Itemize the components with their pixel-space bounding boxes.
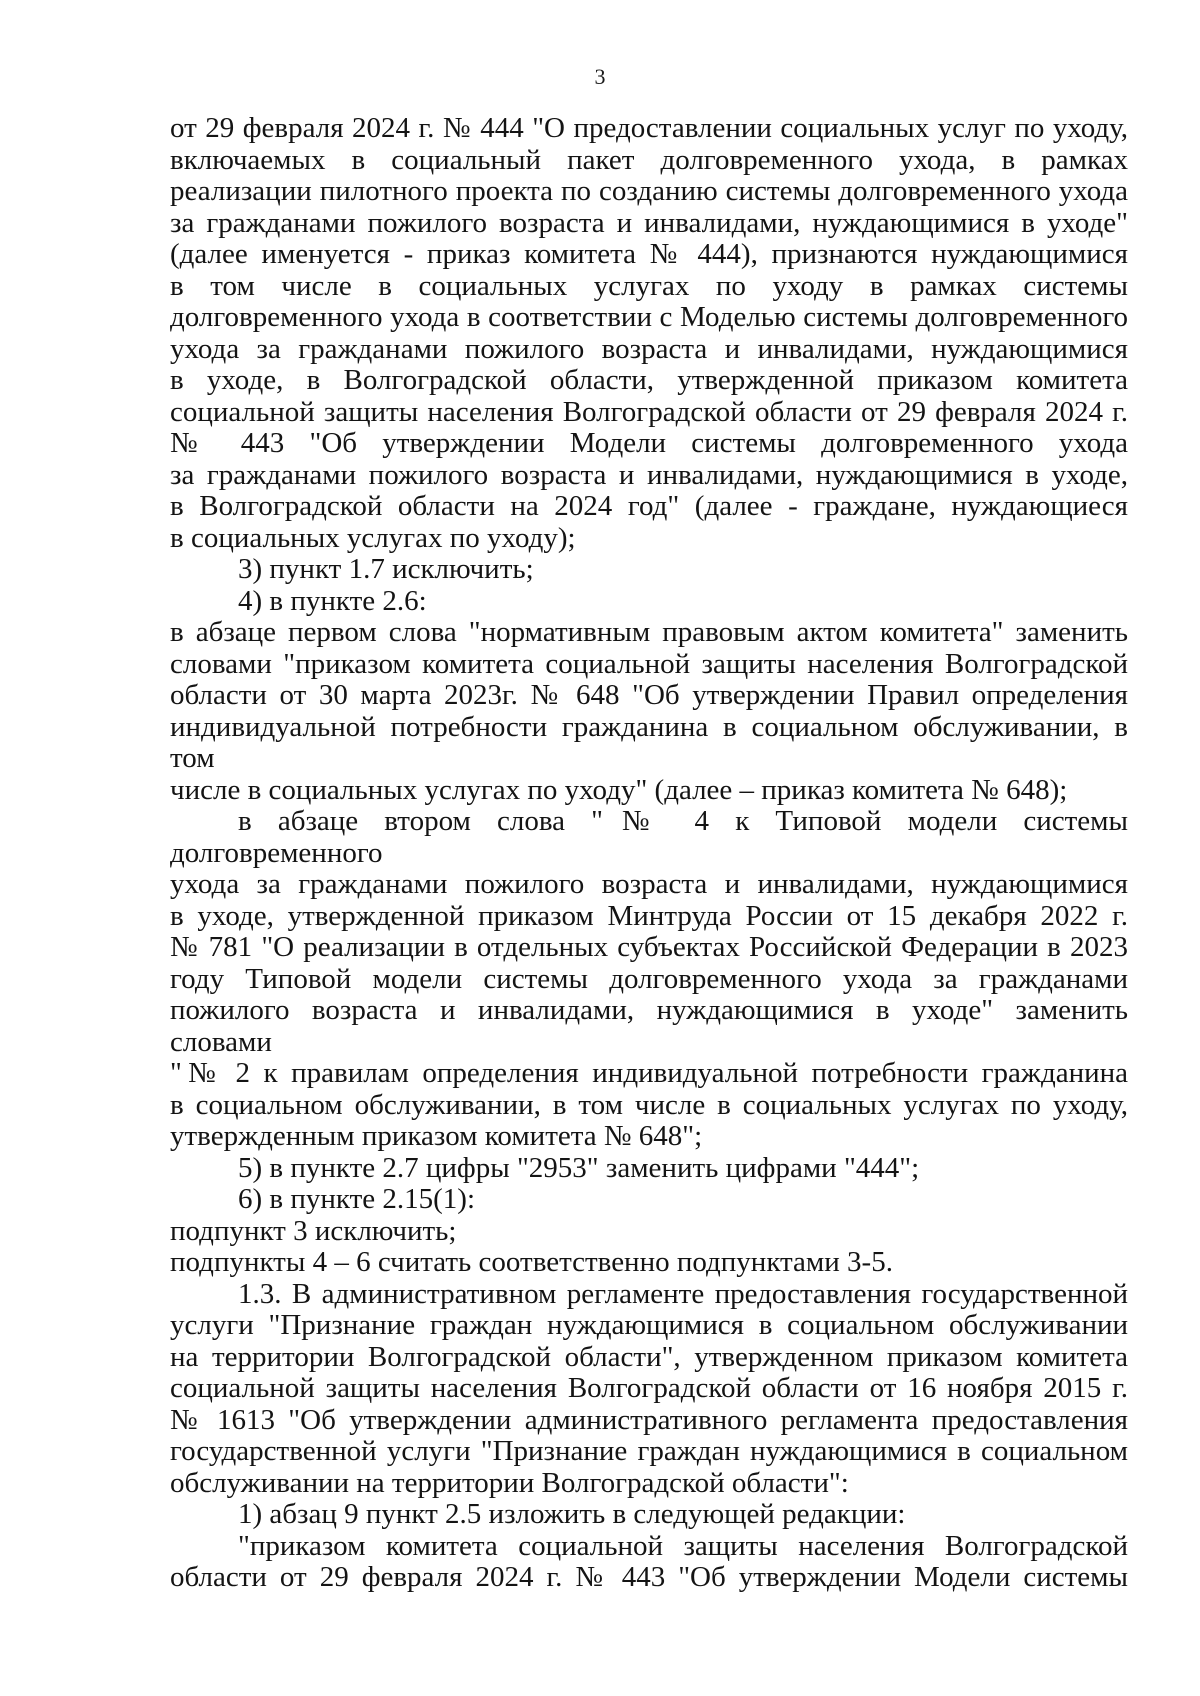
text-line: № 781 "О реализации в отдельных субъектах Российской Федерации в 2023 [170, 931, 1128, 963]
text-line: реализации пилотного проекта по созданию системы долговременного ухода [170, 175, 1128, 207]
text-line: 3) пункт 1.7 исключить; [238, 553, 534, 585]
text-line: за гражданами пожилого возраста и инвалидами, нуждающимися в уходе" [170, 206, 1128, 239]
text-line: 4) в пункте 2.6: [238, 584, 427, 617]
text-line: пожилого возраста и инвалидами, нуждающимися в уходе" заменить словами [170, 994, 1128, 1058]
text-line: подпункты 4 – 6 считать соответственно подпунктами 3-5. [170, 1246, 893, 1278]
text-line: в абзаце первом слова "нормативным правовым актом комитета" заменить [170, 616, 1128, 648]
text-line: за гражданами пожилого возраста и инвалидами, нуждающимися в уходе, [170, 458, 1128, 491]
text-line: в том числе в социальных услугах по уходу в рамках системы [170, 269, 1128, 302]
text-line: подпункт 3 исключить; [170, 1214, 457, 1247]
text-line: обслуживании на территории Волгоградской области": [170, 1466, 849, 1499]
text-line: в социальном обслуживании, в том числе в социальных услугах по уходу, [170, 1088, 1128, 1121]
text-line: ухода за гражданами пожилого возраста и инвалидами, нуждающимися [170, 868, 1128, 900]
text-line: индивидуальной потребности гражданина в социальном обслуживании, в том [170, 710, 1128, 774]
text-line: числе в социальных услугах по уходу" (далее – приказ комитета № 648); [170, 773, 1068, 806]
text-line: социальной защиты населения Волгоградской области от 29 февраля 2024 г. [170, 395, 1128, 428]
text-line: в уходе, в Волгоградской области, утвержденной приказом комитета [170, 364, 1128, 396]
text-line: социальной защиты населения Волгоградской области от 16 ноября 2015 г. [170, 1372, 1128, 1404]
text-line: области от 30 марта 2023г. № 648 "Об утверждении Правил определения [170, 679, 1128, 711]
document-body [170, 113, 1128, 1594]
text-line: в Волгоградской области на 2024 год" (далее - граждане, нуждающиеся [170, 490, 1128, 522]
text-line: от 29 февраля 2024 г. № 444 "О предоставлении социальных услуг по уходу, [170, 112, 1128, 144]
text-line: ухода за гражданами пожилого возраста и инвалидами, нуждающимися [170, 332, 1128, 365]
text-line: 6) в пункте 2.15(1): [238, 1183, 476, 1215]
text-line: включаемых в социальный пакет долговременного ухода, в рамках [170, 143, 1128, 176]
text-line: году Типовой модели системы долговременного ухода за гражданами [170, 962, 1128, 995]
text-line: 5) в пункте 2.7 цифры "2953" заменить цифрами "444"; [238, 1151, 920, 1184]
page-number: 3 [594, 64, 606, 89]
text-line: в уходе, утвержденной приказом Минтруда России от 15 декабря 2022 г. [170, 899, 1128, 932]
text-line: области от 29 февраля 2024 г. № 443 "Об утверждении Модели системы [170, 1561, 1128, 1593]
text-line: на территории Волгоградской области", утвержденном приказом комитета [170, 1340, 1128, 1373]
text-line: 1.3. В административном регламенте предоставления государственной [238, 1277, 1128, 1310]
text-line: государственной услуги "Признание граждан нуждающимися в социальном [170, 1435, 1128, 1467]
text-line: № 1613 "Об утверждении административного регламента предоставления [170, 1403, 1128, 1436]
text-line: в социальных услугах по уходу); [170, 521, 576, 554]
text-line: "№ 2 к правилам определения индивидуальной потребности гражданина [170, 1057, 1128, 1089]
text-line: долговременного ухода в соответствии с Моделью системы долговременного [170, 301, 1128, 333]
text-line: словами "приказом комитета социальной защиты населения Волгоградской [170, 647, 1128, 680]
text-line: утвержденным приказом комитета № 648"; [170, 1120, 703, 1152]
text-line: (далее именуется - приказ комитета № 444), признаются нуждающимися [170, 238, 1128, 270]
text-line: 1) абзац 9 пункт 2.5 изложить в следующей редакции: [238, 1498, 906, 1530]
text-line: в абзаце втором слова "№ 4 к Типовой модели системы долговременного [170, 805, 1128, 869]
text-line: № 443 "Об утверждении Модели системы долговременного ухода [170, 427, 1128, 459]
text-line: "приказом комитета социальной защиты населения Волгоградской [238, 1529, 1128, 1562]
text-line: услуги "Признание граждан нуждающимися в социальном обслуживании [170, 1309, 1128, 1341]
